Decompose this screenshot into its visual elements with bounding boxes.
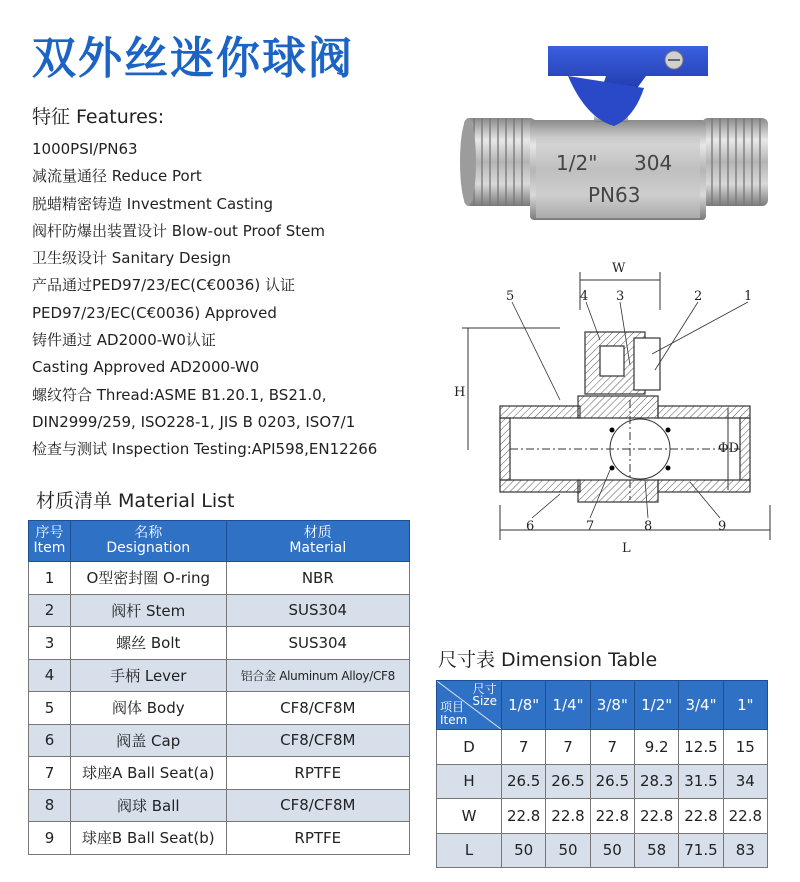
label-8: 8 [644, 519, 653, 534]
feature-line: 产品通过PED97/23/EC(C€0036) 认证 [32, 276, 295, 295]
table-row [29, 692, 410, 725]
label-phi-d: ΦD [718, 441, 740, 456]
cell-value: 22.8 [679, 799, 723, 834]
left-thread [460, 118, 536, 206]
cell-value: 31.5 [679, 764, 723, 799]
cell-value: 15 [723, 730, 767, 765]
dimension-table-title: 尺寸表 Dimension Table [438, 649, 658, 671]
cell-value: 71.5 [679, 833, 723, 868]
table-row [437, 730, 768, 765]
header-size: 3/8" [590, 681, 634, 730]
label-h: H [454, 385, 466, 400]
marking-size: 1/2" [556, 151, 598, 175]
label-2: 2 [694, 289, 703, 304]
feature-line: 脱蜡精密铸造 Investment Casting [32, 194, 274, 213]
dimension-table [436, 680, 768, 868]
right-thread [702, 118, 768, 206]
cell-designation: O型密封圈 O-ring [70, 562, 226, 595]
marking-pressure: PN63 [588, 183, 641, 207]
header-item: 序号 Item [29, 521, 71, 562]
cell-value: 12.5 [679, 730, 723, 765]
feature-line: 检查与测试 Inspection Testing:API598,EN12266 [32, 440, 378, 459]
label-7: 7 [586, 519, 595, 534]
label-6: 6 [526, 519, 535, 534]
marking-material: 304 [634, 151, 673, 175]
cell-value: 50 [502, 833, 546, 868]
header-corner: 尺寸 Size 项目 Item [437, 681, 502, 730]
cell-value: 26.5 [502, 764, 546, 799]
cell-value: 22.8 [590, 799, 634, 834]
row-label: L [437, 833, 502, 868]
cell-item: 3 [29, 627, 71, 660]
features-section [32, 102, 452, 464]
cell-material: CF8/CF8M [226, 692, 409, 725]
blue-handle [548, 46, 708, 126]
cell-material: NBR [226, 562, 409, 595]
label-5: 5 [506, 289, 515, 304]
cell-value: 22.8 [634, 799, 678, 834]
cell-value: 50 [590, 833, 634, 868]
cell-value: 28.3 [634, 764, 678, 799]
cell-value: 9.2 [634, 730, 678, 765]
cell-item: 5 [29, 692, 71, 725]
product-image [456, 38, 774, 270]
feature-line: DIN2999/259, ISO228-1, JIS B 0203, ISO7/1 [32, 412, 356, 431]
table-row [437, 833, 768, 868]
cell-value: 83 [723, 833, 767, 868]
cell-material: RPTFE [226, 822, 409, 855]
cell-material: CF8/CF8M [226, 789, 409, 822]
cell-material: RPTFE [226, 757, 409, 790]
cell-value: 7 [502, 730, 546, 765]
cell-value: 58 [634, 833, 678, 868]
cell-item: 2 [29, 594, 71, 627]
page-title: 双外丝迷你球阀 [32, 33, 354, 84]
table-row [29, 562, 410, 595]
row-label: H [437, 764, 502, 799]
feature-line: PED97/23/EC(C€0036) Approved [32, 303, 277, 322]
technical-drawing [440, 250, 790, 580]
table-row [437, 764, 768, 799]
label-w: W [612, 261, 626, 276]
header-designation: 名称 Designation [70, 521, 226, 562]
cell-value: 22.8 [502, 799, 546, 834]
label-l: L [622, 541, 631, 556]
cell-item: 6 [29, 724, 71, 757]
feature-line: 卫生级设计 Sanitary Design [32, 249, 231, 268]
material-list-title: 材质清单 Material List [36, 490, 235, 512]
table-row [29, 659, 410, 692]
cell-designation: 阀体 Body [70, 692, 226, 725]
table-row [29, 627, 410, 660]
cell-material: SUS304 [226, 594, 409, 627]
dimension-header-row [437, 681, 768, 730]
cell-item: 4 [29, 659, 71, 692]
label-3: 3 [616, 289, 625, 304]
feature-line: 1000PSI/PN63 [32, 140, 138, 158]
cell-item: 9 [29, 822, 71, 855]
feature-line: 螺纹符合 Thread:ASME B1.20.1, BS21.0, [32, 385, 327, 404]
table-row [29, 822, 410, 855]
cell-designation: 阀盖 Cap [70, 724, 226, 757]
cell-value: 34 [723, 764, 767, 799]
table-row [29, 789, 410, 822]
material-header-row [29, 521, 410, 562]
cell-designation: 球座A Ball Seat(a) [70, 757, 226, 790]
cell-value: 22.8 [723, 799, 767, 834]
cell-designation: 螺丝 Bolt [70, 627, 226, 660]
feature-line: 减流量通径 Reduce Port [32, 167, 202, 186]
cell-value: 26.5 [546, 764, 590, 799]
cell-designation: 阀杆 Stem [70, 594, 226, 627]
header-size: 1/4" [546, 681, 590, 730]
cell-material: 铝合金 Aluminum Alloy/CF8 [226, 659, 409, 692]
header-size: 1/2" [634, 681, 678, 730]
cell-material: SUS304 [226, 627, 409, 660]
table-row [29, 724, 410, 757]
header-size: 3/4" [679, 681, 723, 730]
cell-item: 8 [29, 789, 71, 822]
cell-item: 1 [29, 562, 71, 595]
table-row [29, 594, 410, 627]
features-heading: 特征 Features: [32, 106, 165, 128]
feature-line: Casting Approved AD2000-W0 [32, 358, 260, 377]
table-row [29, 757, 410, 790]
cell-item: 7 [29, 757, 71, 790]
header-size: 1/8" [502, 681, 546, 730]
row-label: W [437, 799, 502, 834]
cell-value: 50 [546, 833, 590, 868]
header-size: 1" [723, 681, 767, 730]
label-4: 4 [580, 289, 589, 304]
cell-value: 7 [590, 730, 634, 765]
cell-designation: 球座B Ball Seat(b) [70, 822, 226, 855]
cell-value: 22.8 [546, 799, 590, 834]
feature-line: 阀杆防爆出装置设计 Blow-out Proof Stem [32, 221, 325, 240]
feature-line: 铸件通过 AD2000-W0认证 [32, 331, 216, 350]
cell-value: 26.5 [590, 764, 634, 799]
label-9: 9 [718, 519, 727, 534]
cell-designation: 阀球 Ball [70, 789, 226, 822]
row-label: D [437, 730, 502, 765]
material-table [28, 520, 410, 855]
cell-designation: 手柄 Lever [70, 659, 226, 692]
cell-value: 7 [546, 730, 590, 765]
cell-material: CF8/CF8M [226, 724, 409, 757]
header-material: 材质 Material [226, 521, 409, 562]
label-1: 1 [744, 289, 753, 304]
table-row [437, 799, 768, 834]
